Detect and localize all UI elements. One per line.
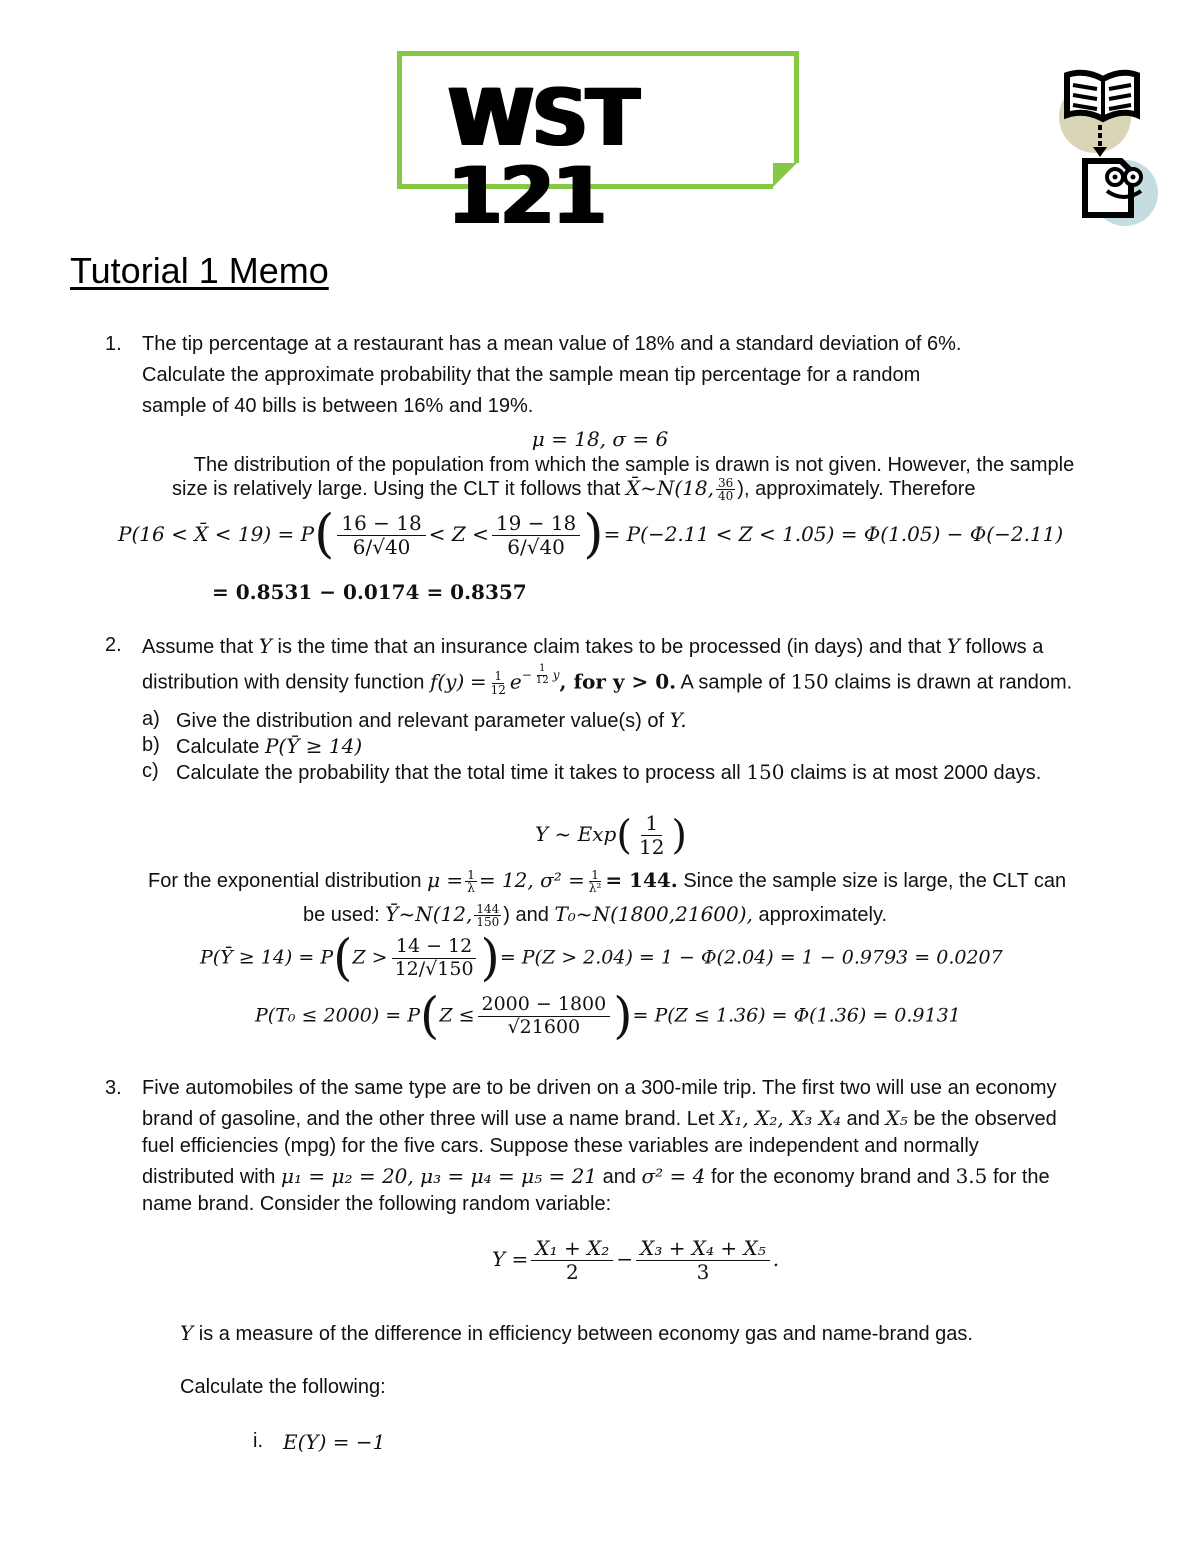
fraction-denominator: 12 bbox=[638, 835, 665, 859]
math-part: Ȳ~N(12, bbox=[385, 902, 473, 926]
question-number: 3. bbox=[105, 1077, 122, 1099]
explanation-text bbox=[180, 1321, 973, 1346]
means-equation: μ₁ = μ₂ = 20, μ₃ = μ₄ = μ₅ = 21 bbox=[280, 1164, 598, 1188]
sub-question-label: a) bbox=[142, 708, 160, 730]
fraction-numerator: 36 bbox=[718, 475, 734, 490]
text-part: Give the distribution and relevant parameter value(s) of bbox=[176, 710, 665, 732]
solution-text bbox=[148, 868, 1066, 895]
text-part: For the exponential distribution bbox=[148, 870, 422, 892]
variable: Y bbox=[258, 634, 272, 658]
fraction-numerator: 144 bbox=[476, 901, 500, 916]
fraction-numerator: 1 bbox=[641, 812, 662, 836]
equation-part: Z > bbox=[352, 946, 388, 969]
question-text bbox=[142, 634, 1043, 659]
math-part: = 144. bbox=[605, 868, 678, 892]
variance-equation: σ² = 4 bbox=[641, 1164, 706, 1188]
item-label: i. bbox=[253, 1430, 263, 1452]
text-part: claims is at most 2000 days. bbox=[790, 762, 1042, 784]
text-part: be the observed bbox=[913, 1108, 1057, 1130]
sub-question-label: b) bbox=[142, 734, 160, 756]
solution-text-part: ), approximately. Therefore bbox=[737, 478, 976, 500]
paren-close: ) bbox=[671, 812, 688, 859]
text-part: A sample of bbox=[680, 671, 786, 694]
text-part: Assume that bbox=[142, 636, 254, 658]
variable: X₅ bbox=[885, 1106, 908, 1130]
variable: Y. bbox=[669, 708, 687, 732]
text-part: Calculate bbox=[176, 736, 260, 758]
fraction-numerator: 2000 − 1800 bbox=[478, 994, 611, 1017]
text-part: be used: bbox=[303, 904, 380, 926]
course-code: WST 121 bbox=[448, 74, 638, 242]
solution-text: The distribution of the population from which the sample is drawn is not given. However, the sample bbox=[193, 454, 1075, 476]
sub-question-text bbox=[176, 734, 362, 759]
text-part: distributed with bbox=[142, 1166, 276, 1188]
text-part: distribution with density function bbox=[142, 671, 425, 694]
folded-corner bbox=[773, 163, 799, 189]
math-part: T₀~N(1800,21600), bbox=[554, 902, 753, 926]
probability-expression: P(Ȳ ≥ 14) bbox=[264, 734, 363, 758]
exponent-variable: y bbox=[552, 667, 560, 682]
equals-sign: = bbox=[469, 669, 487, 694]
fraction-denominator: √21600 bbox=[507, 1015, 581, 1038]
sample-size: 150 bbox=[790, 669, 829, 694]
equation-lhs: P(T₀ ≤ 2000) = P bbox=[255, 1004, 421, 1027]
text-part: Since the sample size is large, the CLT can bbox=[683, 870, 1067, 892]
question-number: 2. bbox=[105, 634, 122, 656]
fraction-numerator: 1 bbox=[539, 663, 546, 674]
fraction-denominator: λ bbox=[467, 881, 475, 896]
question-text: name brand. Consider the following random variable: bbox=[142, 1193, 612, 1215]
paren-close: ) bbox=[613, 986, 633, 1045]
paren-close: ) bbox=[480, 928, 500, 987]
paren-open: ( bbox=[616, 812, 632, 859]
probability-equation bbox=[118, 504, 1064, 565]
text-part: follows a bbox=[965, 636, 1044, 658]
exponential-base: e bbox=[509, 669, 522, 694]
fraction bbox=[636, 1237, 770, 1284]
book-and-owl-icon bbox=[1055, 65, 1165, 235]
text-part: is the time that an insurance claim takes to be processed (in days) and that bbox=[277, 636, 942, 658]
fraction bbox=[635, 812, 668, 859]
fraction-denominator: 40 bbox=[718, 489, 734, 504]
distribution-math: X̄~N(18, bbox=[625, 476, 715, 500]
fraction bbox=[587, 869, 603, 895]
text-part: is a measure of the difference in efficiency between economy gas and name-brand gas. bbox=[198, 1323, 973, 1345]
fraction bbox=[489, 670, 508, 696]
question-number: 1. bbox=[105, 333, 122, 355]
minus-sign: − bbox=[616, 1247, 634, 1271]
equation-rhs: = P(Z ≤ 1.36) = Φ(1.36) = 0.9131 bbox=[632, 1004, 961, 1027]
sample-size: 150 bbox=[746, 760, 785, 784]
fraction-denominator: λ² bbox=[588, 881, 602, 896]
sub-question-text bbox=[176, 708, 687, 733]
fraction-numerator: X₁ + X₂ bbox=[531, 1237, 613, 1261]
question-text: fuel efficiencies (mpg) for the five cars. Suppose these variables are independent and normally bbox=[142, 1135, 979, 1157]
period: . bbox=[772, 1247, 780, 1271]
text-part: brand of gasoline, and the other three will use a name brand. Let bbox=[142, 1108, 715, 1130]
fraction-denominator: 12 bbox=[535, 674, 549, 686]
paren-open: ( bbox=[333, 928, 353, 987]
question-text bbox=[142, 664, 1072, 696]
text-part: Calculate the probability that the total time it takes to process all bbox=[176, 762, 741, 784]
question-text bbox=[142, 1106, 1057, 1131]
text-part: and bbox=[602, 1166, 636, 1188]
solution-text bbox=[172, 476, 976, 503]
fraction bbox=[478, 994, 611, 1039]
variance-value: 3.5 bbox=[955, 1164, 988, 1188]
equation-middle: < Z < bbox=[428, 522, 489, 546]
function-name: f(y) bbox=[429, 669, 465, 694]
fraction-numerator: 1 bbox=[467, 867, 475, 882]
probability-equation bbox=[200, 928, 1003, 987]
fraction-numerator: 1 bbox=[591, 867, 599, 882]
text-part: approximately. bbox=[758, 904, 888, 926]
memo-title: Tutorial 1 Memo bbox=[70, 250, 329, 291]
fraction-denominator: 6/√40 bbox=[352, 535, 411, 559]
sub-question-label: c) bbox=[142, 760, 159, 782]
equation-result: = 0.8531 − 0.0174 = 0.8357 bbox=[212, 580, 527, 604]
solution-text bbox=[303, 902, 887, 929]
equation-lhs: P(Ȳ ≥ 14) = P bbox=[200, 946, 334, 969]
fraction bbox=[531, 1237, 613, 1284]
equation-rhs: = P(−2.11 < Z < 1.05) = Φ(1.05) − Φ(−2.11) bbox=[603, 522, 1064, 546]
solution-text-part: size is relatively large. Using the CLT it follows that bbox=[172, 478, 621, 500]
fraction-denominator: 2 bbox=[565, 1260, 579, 1284]
equation-part: Z ≤ bbox=[439, 1004, 475, 1027]
question-text bbox=[142, 1164, 1050, 1189]
fraction bbox=[474, 903, 501, 929]
fraction-numerator: 1 bbox=[494, 668, 503, 683]
paren-close: ) bbox=[583, 504, 604, 565]
probability-equation bbox=[255, 986, 961, 1045]
paren-open: ( bbox=[420, 986, 440, 1045]
exponent: − 1 12 y bbox=[521, 663, 560, 686]
fraction-denominator: 3 bbox=[696, 1260, 710, 1284]
question-text: sample of 40 bills is between 16% and 19%. bbox=[142, 395, 534, 417]
fraction-numerator: 16 − 18 bbox=[337, 512, 425, 536]
equation-rhs: = P(Z > 2.04) = 1 − Φ(2.04) = 1 − 0.9793 = 0.0207 bbox=[499, 946, 1003, 969]
distribution-equation bbox=[535, 812, 687, 859]
fraction bbox=[716, 477, 735, 503]
fraction bbox=[492, 512, 580, 559]
fraction-denominator: 150 bbox=[476, 915, 500, 930]
text-part: for the bbox=[992, 1166, 1050, 1188]
text-part: for the economy brand and bbox=[710, 1166, 951, 1188]
text-part: ) bbox=[503, 904, 510, 926]
fraction-denominator: 6/√40 bbox=[507, 535, 565, 559]
fraction-numerator: 19 − 18 bbox=[492, 512, 580, 536]
equation-lhs: Y = bbox=[492, 1247, 529, 1271]
variable: Y bbox=[180, 1321, 194, 1345]
fraction bbox=[534, 664, 551, 686]
math-part: μ = bbox=[427, 868, 464, 892]
fraction-numerator: X₃ + X₄ + X₅ bbox=[636, 1237, 770, 1261]
question-text: Five automobiles of the same type are to be driven on a 300-mile trip. The first two will use an economy bbox=[142, 1077, 1057, 1099]
fraction bbox=[337, 512, 425, 559]
parameters-equation: μ = 18, σ = 6 bbox=[531, 427, 669, 451]
sub-question-text bbox=[176, 760, 1041, 785]
fraction-denominator: 12/√150 bbox=[394, 957, 474, 980]
math-part: = 12, σ² = bbox=[478, 868, 585, 892]
paren-open: ( bbox=[314, 504, 335, 565]
fraction-numerator: 14 − 12 bbox=[392, 936, 476, 959]
text-part: and bbox=[515, 904, 549, 926]
variable: Y bbox=[946, 634, 960, 658]
equation-lhs: P(16 < X̄ < 19) = P bbox=[118, 522, 315, 546]
text-part: claims is drawn at random. bbox=[834, 671, 1073, 694]
fraction-denominator: 12 bbox=[490, 682, 506, 697]
item-equation: E(Y) = −1 bbox=[283, 1430, 386, 1454]
instruction-text: Calculate the following: bbox=[180, 1376, 386, 1398]
fraction bbox=[391, 936, 478, 981]
question-text: Calculate the approximate probability that the sample mean tip percentage for a random bbox=[142, 364, 921, 386]
variables: X₁, X₂, X₃ X₄ bbox=[720, 1106, 841, 1130]
text-part: and bbox=[846, 1108, 880, 1130]
fraction bbox=[465, 869, 477, 895]
equation-lhs: Y ~ Exp bbox=[535, 822, 617, 846]
question-text: The tip percentage at a restaurant has a mean value of 18% and a standard deviation of 6%. bbox=[142, 333, 962, 355]
random-variable-equation bbox=[492, 1237, 779, 1284]
domain-condition: , for y > 0. bbox=[559, 669, 677, 694]
